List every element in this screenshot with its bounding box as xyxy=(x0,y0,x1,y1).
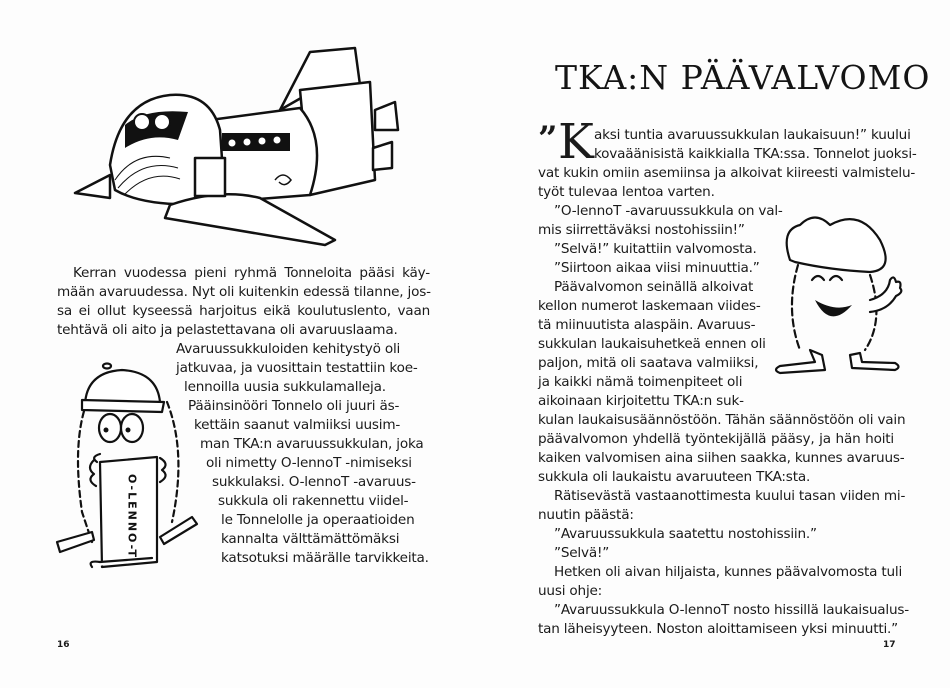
body-line: Pääinsinööri Tonnelo oli juuri äs- xyxy=(188,398,400,414)
chapter-title: TKA:N PÄÄVALVOMO xyxy=(555,58,931,97)
drop-cap-quote: ” xyxy=(538,119,558,159)
body-line: ”Selvä!” kuitattiin valvomosta. xyxy=(554,241,757,257)
body-line: kellon numerot laskemaan viides- xyxy=(538,298,761,314)
body-line: tä miinuutista alaspäin. Avaruus- xyxy=(538,317,756,333)
body-line: vat kukin omiin asemiinsa ja alkoivat kiireesti valmistelu- xyxy=(538,165,916,181)
body-line: le Tonnelolle ja operaatioiden xyxy=(221,512,415,528)
body-line: mään avaruudessa. Nyt oli kuitenkin edessä tilanne, jos- xyxy=(57,284,431,300)
body-line: kettäin saanut valmiiksi uusim- xyxy=(194,417,401,433)
body-line: sukkula oli laukaistu avaruuteen TKA:sta. xyxy=(538,469,811,485)
body-line: man TKA:n avaruussukkulan, joka xyxy=(200,436,424,452)
body-line: tan läheisyyteen. Noston aloittamiseen yksi minuutti.” xyxy=(538,621,899,637)
body-line: Rätisevästä vastaanottimesta kuului tasan viiden mi- xyxy=(554,488,906,504)
body-line: kovaäänisistä kaikkialla TKA:ssa. Tonnelot juoksi- xyxy=(594,146,917,162)
body-line: kulan laukaisusäännöstöön. Tähän säännöstöön oli vain xyxy=(538,412,906,428)
body-line: ”Siirtoon aikaa viisi minuuttia.” xyxy=(554,260,760,276)
scroll-lettering: O-LENNO-T xyxy=(125,474,139,560)
body-line: lennoilla uusia sukkulamalleja. xyxy=(184,379,386,395)
body-line: katsotuksi määrälle tarvikkeita. xyxy=(221,550,429,566)
body-line: sukkulan laukaisuhetkeä ennen oli xyxy=(538,336,766,352)
body-line: aksi tuntia avaruussukkulan laukaisuun!” kuului xyxy=(594,127,911,143)
body-line: nuutin päästä: xyxy=(538,507,634,523)
body-line: kaiken valvomisen aina siihen saakka, kunnes avaruus- xyxy=(538,450,905,466)
body-line: kannalta välttämättömäksi xyxy=(221,531,400,547)
body-line: ”Avaruussukkula saatettu nostohissiin.” xyxy=(554,526,817,542)
body-line: Hetken oli aivan hiljaista, kunnes päävalvomosta tuli xyxy=(554,564,903,580)
body-line: Päävalvomon seinällä alkoivat xyxy=(554,279,754,295)
waving-tonnelo-illustration xyxy=(770,200,910,380)
page-number: 17 xyxy=(883,640,896,650)
page-number: 16 xyxy=(57,640,70,650)
body-line: Kerran vuodessa pieni ryhmä Tonneloita pääsi käy- xyxy=(73,265,430,281)
body-line: ”Selvä!” xyxy=(554,545,610,561)
space-shuttle-illustration xyxy=(70,30,410,260)
body-line: ”Avaruussukkula O-lennoT nosto hissillä laukaisualus- xyxy=(554,602,909,618)
body-line: paljon, mitä oli saatava valmiiksi, xyxy=(538,355,759,371)
drop-cap-letter: K xyxy=(558,114,594,170)
body-line: ”O-lennoT -avaruussukkula on val- xyxy=(554,203,783,219)
body-line: oli nimetty O-lennoT -nimiseksi xyxy=(206,455,412,471)
body-line: ja kaikki nämä toimenpiteet oli xyxy=(538,374,743,390)
body-line: työt tulevaa lentoa varten. xyxy=(538,184,715,200)
body-line: sukkulaksi. O-lennoT -avaruus- xyxy=(212,474,416,490)
body-line: uusi ohje: xyxy=(538,583,603,599)
body-line: Avaruussukkuloiden kehitystyö oli xyxy=(176,341,401,357)
body-line: mis siirrettäväksi nostohissiin!” xyxy=(538,222,745,238)
tonnelo-with-scroll-illustration xyxy=(52,362,202,582)
body-line: sukkula oli rakennettu viidel- xyxy=(218,493,409,509)
body-line: tehtävä oli aito ja pelastettavana oli avaruuslaama. xyxy=(57,322,398,338)
body-line: aikoinaan kirjoitettu TKA:n suk- xyxy=(538,393,744,409)
body-line: sa ei ollut kyseessä harjoitus eikä koulutuslento, vaan xyxy=(57,303,430,319)
body-line: jatkuvaa, ja vuosittain testattiin koe- xyxy=(176,360,418,376)
body-line: päävalvomon yhdellä työntekijällä pääsy, ja hän hoiti xyxy=(538,431,894,447)
